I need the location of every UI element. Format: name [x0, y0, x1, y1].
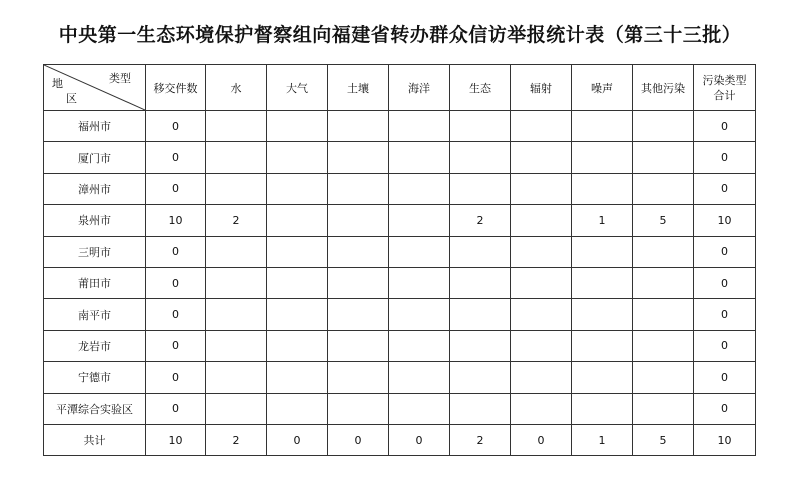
value-cell — [389, 205, 450, 236]
value-cell — [450, 267, 511, 298]
value-cell — [267, 111, 328, 142]
column-header: 土壤 — [328, 65, 389, 111]
value-cell — [206, 173, 267, 204]
value-cell — [633, 393, 694, 424]
header-row — [44, 65, 756, 111]
value-cell — [267, 330, 328, 361]
region-cell: 泉州市 — [44, 205, 146, 236]
value-cell — [511, 173, 572, 204]
table-body — [44, 111, 756, 456]
value-cell — [633, 299, 694, 330]
value-cell: 0 — [328, 424, 389, 455]
value-cell — [206, 142, 267, 173]
value-cell — [328, 236, 389, 267]
value-cell: 0 — [146, 299, 206, 330]
value-cell — [328, 362, 389, 393]
table-row — [44, 267, 756, 298]
value-cell — [633, 267, 694, 298]
value-cell — [206, 362, 267, 393]
value-cell: 5 — [633, 424, 694, 455]
value-cell — [511, 111, 572, 142]
value-cell — [572, 330, 633, 361]
value-cell — [511, 236, 572, 267]
column-header: 海洋 — [389, 65, 450, 111]
value-cell — [633, 236, 694, 267]
value-cell — [511, 330, 572, 361]
value-cell: 2 — [450, 205, 511, 236]
value-cell: 0 — [146, 173, 206, 204]
value-cell — [572, 236, 633, 267]
value-cell — [450, 299, 511, 330]
value-cell — [389, 393, 450, 424]
value-cell — [633, 362, 694, 393]
value-cell — [572, 299, 633, 330]
value-cell — [389, 299, 450, 330]
value-cell — [389, 142, 450, 173]
value-cell — [328, 267, 389, 298]
region-cell: 龙岩市 — [44, 330, 146, 361]
value-cell: 0 — [694, 299, 756, 330]
value-cell — [328, 142, 389, 173]
value-cell — [511, 142, 572, 173]
value-cell — [389, 173, 450, 204]
value-cell: 5 — [633, 205, 694, 236]
value-cell — [572, 393, 633, 424]
value-cell — [572, 111, 633, 142]
value-cell — [389, 267, 450, 298]
value-cell — [206, 393, 267, 424]
value-cell: 0 — [694, 330, 756, 361]
table-row — [44, 393, 756, 424]
value-cell — [389, 236, 450, 267]
region-cell: 南平市 — [44, 299, 146, 330]
region-cell: 莆田市 — [44, 267, 146, 298]
region-cell: 厦门市 — [44, 142, 146, 173]
table-row — [44, 299, 756, 330]
value-cell: 10 — [146, 205, 206, 236]
table-row — [44, 330, 756, 361]
value-cell: 0 — [694, 267, 756, 298]
region-cell: 共计 — [44, 424, 146, 455]
value-cell: 0 — [511, 424, 572, 455]
value-cell: 1 — [572, 205, 633, 236]
value-cell: 10 — [694, 205, 756, 236]
value-cell — [511, 205, 572, 236]
column-header: 水 — [206, 65, 267, 111]
value-cell — [267, 267, 328, 298]
corner-label-region-top: 地 — [52, 77, 63, 90]
value-cell: 0 — [146, 267, 206, 298]
column-header: 其他污染 — [633, 65, 694, 111]
value-cell — [267, 173, 328, 204]
region-cell: 三明市 — [44, 236, 146, 267]
value-cell — [572, 173, 633, 204]
statistics-table — [43, 64, 756, 456]
value-cell — [328, 173, 389, 204]
value-cell: 0 — [694, 362, 756, 393]
value-cell — [206, 267, 267, 298]
value-cell — [206, 299, 267, 330]
column-header: 噪声 — [572, 65, 633, 111]
value-cell — [328, 393, 389, 424]
total-row — [44, 424, 756, 455]
value-cell — [511, 362, 572, 393]
table-row — [44, 236, 756, 267]
value-cell — [450, 362, 511, 393]
table-row — [44, 362, 756, 393]
value-cell — [328, 205, 389, 236]
value-cell — [267, 299, 328, 330]
value-cell — [389, 111, 450, 142]
value-cell — [633, 330, 694, 361]
value-cell — [511, 299, 572, 330]
column-header: 移交件数 — [146, 65, 206, 111]
corner-label-region-bottom: 区 — [66, 92, 77, 105]
value-cell — [328, 330, 389, 361]
value-cell — [450, 393, 511, 424]
column-header-total-line1: 污染类型 — [702, 73, 747, 87]
value-cell: 10 — [146, 424, 206, 455]
value-cell — [450, 142, 511, 173]
value-cell — [572, 362, 633, 393]
value-cell — [450, 111, 511, 142]
value-cell — [450, 330, 511, 361]
value-cell — [511, 267, 572, 298]
corner-header-cell — [44, 65, 146, 111]
value-cell — [450, 236, 511, 267]
value-cell: 0 — [146, 362, 206, 393]
value-cell — [206, 236, 267, 267]
region-cell: 平潭综合实验区 — [44, 393, 146, 424]
value-cell — [633, 142, 694, 173]
column-header-total — [694, 65, 756, 111]
value-cell: 0 — [267, 424, 328, 455]
column-header: 大气 — [267, 65, 328, 111]
value-cell — [267, 393, 328, 424]
column-header: 生态 — [450, 65, 511, 111]
value-cell: 0 — [694, 111, 756, 142]
value-cell: 0 — [694, 173, 756, 204]
value-cell — [267, 362, 328, 393]
value-cell: 0 — [694, 236, 756, 267]
value-cell: 2 — [206, 424, 267, 455]
value-cell — [267, 236, 328, 267]
value-cell: 1 — [572, 424, 633, 455]
value-cell: 0 — [146, 330, 206, 361]
value-cell — [206, 111, 267, 142]
value-cell — [633, 111, 694, 142]
value-cell — [511, 393, 572, 424]
corner-label-type: 类型 — [109, 72, 131, 85]
value-cell — [328, 299, 389, 330]
region-cell: 福州市 — [44, 111, 146, 142]
region-cell: 漳州市 — [44, 173, 146, 204]
value-cell — [267, 205, 328, 236]
table-row — [44, 142, 756, 173]
value-cell: 0 — [146, 393, 206, 424]
value-cell — [572, 267, 633, 298]
value-cell — [206, 330, 267, 361]
value-cell: 10 — [694, 424, 756, 455]
column-header: 辐射 — [511, 65, 572, 111]
value-cell: 0 — [389, 424, 450, 455]
value-cell: 2 — [206, 205, 267, 236]
page-title: 中央第一生态环境保护督察组向福建省转办群众信访举报统计表（第三十三批） — [58, 24, 742, 46]
value-cell — [389, 330, 450, 361]
table-row — [44, 173, 756, 204]
table-row — [44, 111, 756, 142]
value-cell: 0 — [146, 142, 206, 173]
value-cell: 2 — [450, 424, 511, 455]
region-cell: 宁德市 — [44, 362, 146, 393]
table-row — [44, 205, 756, 236]
value-cell — [389, 362, 450, 393]
column-header-total-line2: 合计 — [713, 88, 736, 102]
value-cell — [633, 173, 694, 204]
value-cell — [267, 142, 328, 173]
value-cell — [328, 111, 389, 142]
value-cell: 0 — [146, 236, 206, 267]
value-cell: 0 — [146, 111, 206, 142]
value-cell: 0 — [694, 393, 756, 424]
value-cell — [572, 142, 633, 173]
value-cell: 0 — [694, 142, 756, 173]
value-cell — [450, 173, 511, 204]
